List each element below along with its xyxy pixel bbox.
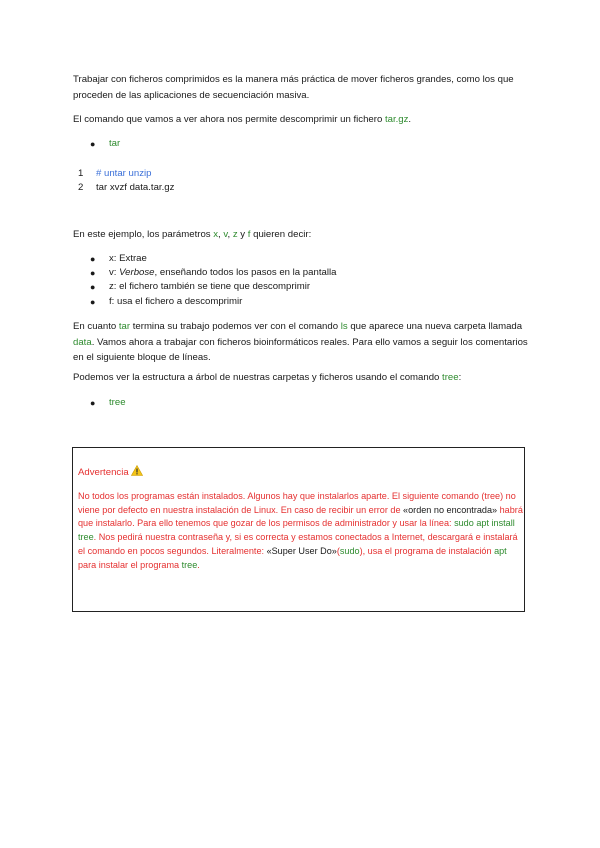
emphasis-text: Verbose	[119, 267, 155, 279]
text: (	[336, 545, 340, 556]
text: :	[458, 372, 462, 383]
intro-command-paragraph	[73, 112, 528, 128]
text: . Vamos ahora a trabajar con ficheros bioinformáticos reales. Para ello vamos a seguir los comentarios en el siguiente bloque de líneas.	[73, 336, 528, 363]
text: .	[197, 559, 200, 570]
inline-code: apt	[494, 545, 507, 556]
code-line	[78, 181, 174, 195]
param-x: x	[213, 229, 219, 240]
code-line	[78, 167, 174, 181]
text: y	[237, 229, 248, 240]
warning-box	[72, 447, 525, 612]
code-comment: # untar unzip	[96, 168, 152, 179]
param-v: v	[223, 229, 228, 240]
warning-title	[78, 465, 143, 479]
quoted-text: «Super User Do»	[266, 545, 337, 556]
list-item	[0, 266, 500, 280]
bullet-icon: ●	[90, 282, 96, 293]
param-z: z	[232, 229, 238, 240]
text: que aparece una nueva carpeta llamada	[347, 321, 523, 332]
text: El comando que vamos a ver ahora nos permite descomprimir un fichero	[73, 114, 385, 125]
bullet-icon: ●	[90, 296, 96, 307]
text: En cuanto	[73, 321, 119, 332]
text: ,	[218, 229, 224, 240]
params-intro	[73, 227, 528, 243]
inline-code: data	[73, 336, 92, 348]
text: termina su trabajo podemos ver con el comando	[130, 321, 341, 332]
inline-code: tree	[181, 559, 198, 570]
code-text: tar xvzf data.tar.gz	[96, 181, 175, 193]
list-item-text: x: Extrae	[109, 253, 147, 264]
inline-code: sudo	[339, 545, 360, 556]
list-item-text: z: el fichero también se tiene que descomprimir	[109, 281, 311, 293]
line-number: 1	[78, 168, 84, 179]
text: para instalar el programa	[78, 559, 182, 570]
list-item	[0, 252, 500, 266]
text: .	[408, 114, 412, 125]
inline-code: tree	[109, 397, 126, 408]
text: No todos los programas están instalados. Algunos hay que instalarlos aparte. El siguiente comando (tree) no viene por defecto en nuestra instalación de Linux. En caso de recibir un error de	[78, 491, 516, 515]
line-number: 2	[78, 181, 84, 193]
inline-code: ls	[340, 321, 348, 332]
after-tar-paragraph	[73, 319, 533, 366]
warning-icon	[131, 465, 143, 479]
text: Podemos ver la estructura a árbol de nuestras carpetas y ficheros usando el comando	[73, 372, 443, 383]
param-f: f	[247, 229, 251, 240]
bullet-icon: ●	[90, 139, 96, 149]
list-item-text: , enseñando todos los pasos en la pantalla	[154, 267, 337, 279]
list-item	[0, 280, 500, 294]
list-item-text: v:	[109, 267, 120, 279]
params-list	[0, 252, 500, 309]
bullet-icon: ●	[90, 254, 96, 264]
list-item-text: f: usa el fichero a descomprimir	[109, 295, 243, 307]
bullet-icon: ●	[90, 398, 96, 408]
inline-code: sudo apt install tree	[78, 518, 515, 543]
code-block	[78, 167, 174, 194]
inline-code: tree	[442, 372, 459, 383]
text: En este ejemplo, los parámetros	[73, 229, 214, 240]
list-item	[0, 137, 500, 151]
warning-title-text: Advertencia	[78, 467, 129, 478]
list-item	[0, 396, 500, 410]
quoted-text: «orden no encontrada»	[403, 504, 498, 515]
warning-body	[78, 490, 526, 572]
inline-code: tar	[109, 138, 121, 149]
list-item	[0, 295, 500, 309]
text: ), usa el programa de instalación	[359, 545, 495, 556]
text: quieren decir:	[250, 229, 312, 240]
intro-paragraph: Trabajar con ficheros comprimidos es la manera más práctica de mover ficheros grandes, como los que proceden de las aplicaciones de secuenciación masiva.	[73, 74, 514, 101]
inline-code: tar	[118, 321, 131, 332]
bullet-list-tree	[0, 396, 500, 410]
bullet-list-tar	[0, 137, 500, 151]
bullet-icon: ●	[90, 268, 96, 279]
text: ,	[227, 229, 233, 240]
text: habrá que instalarlo. Para ello tenemos que gozar de los permisos de administrador y usar la línea:	[78, 504, 523, 529]
inline-code: tar.gz	[384, 114, 409, 125]
text: . Nos pedirá nuestra contraseña y, si es correcta y estamos conectados a Internet, descargará e instalará el comando en pocos segundos. Literalmente:	[78, 532, 518, 556]
tree-paragraph	[73, 370, 533, 386]
